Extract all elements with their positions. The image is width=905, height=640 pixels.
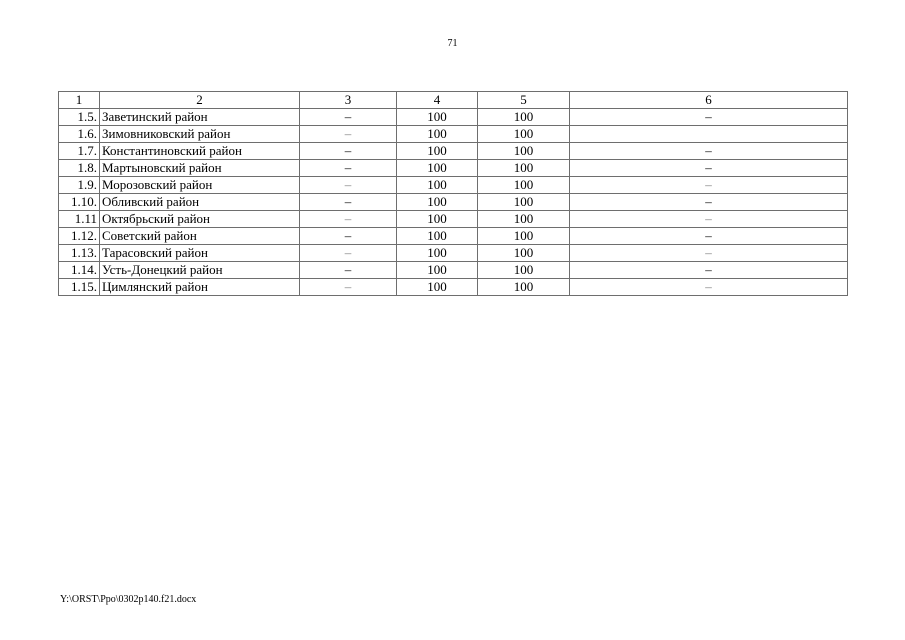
column-header: 4 bbox=[397, 92, 478, 109]
row-number-cell: 1.8. bbox=[59, 160, 100, 177]
column-5-cell: 100 bbox=[478, 279, 570, 296]
district-name-cell: Цимлянский район bbox=[100, 279, 300, 296]
column-6-cell: – bbox=[570, 279, 848, 296]
column-header: 5 bbox=[478, 92, 570, 109]
column-5-cell: 100 bbox=[478, 211, 570, 228]
table-row bbox=[59, 228, 848, 245]
row-number-cell: 1.6. bbox=[59, 126, 100, 143]
column-5-cell: 100 bbox=[478, 109, 570, 126]
column-4-cell: 100 bbox=[397, 279, 478, 296]
column-3-cell: – bbox=[300, 177, 397, 194]
district-name-cell: Мартыновский район bbox=[100, 160, 300, 177]
column-4-cell: 100 bbox=[397, 211, 478, 228]
table-row bbox=[59, 262, 848, 279]
column-5-cell: 100 bbox=[478, 143, 570, 160]
column-3-cell: – bbox=[300, 211, 397, 228]
column-6-cell: – bbox=[570, 262, 848, 279]
column-6-cell: – bbox=[570, 245, 848, 262]
column-5-cell: 100 bbox=[478, 177, 570, 194]
column-3-cell: – bbox=[300, 160, 397, 177]
district-name-cell: Морозовский район bbox=[100, 177, 300, 194]
column-6-cell: – bbox=[570, 211, 848, 228]
column-6-cell: – bbox=[570, 194, 848, 211]
row-number-cell: 1.10. bbox=[59, 194, 100, 211]
column-header: 3 bbox=[300, 92, 397, 109]
row-number-cell: 1.14. bbox=[59, 262, 100, 279]
district-name-cell: Заветинский район bbox=[100, 109, 300, 126]
column-4-cell: 100 bbox=[397, 143, 478, 160]
column-header: 2 bbox=[100, 92, 300, 109]
column-4-cell: 100 bbox=[397, 228, 478, 245]
column-5-cell: 100 bbox=[478, 194, 570, 211]
column-5-cell: 100 bbox=[478, 160, 570, 177]
table-row bbox=[59, 109, 848, 126]
district-name-cell: Тарасовский район bbox=[100, 245, 300, 262]
table-row bbox=[59, 245, 848, 262]
column-3-cell: – bbox=[300, 228, 397, 245]
column-header: 6 bbox=[570, 92, 848, 109]
column-5-cell: 100 bbox=[478, 126, 570, 143]
row-number-cell: 1.12. bbox=[59, 228, 100, 245]
column-4-cell: 100 bbox=[397, 194, 478, 211]
table-row bbox=[59, 177, 848, 194]
row-number-cell: 1.11 bbox=[59, 211, 100, 228]
district-name-cell: Обливский район bbox=[100, 194, 300, 211]
column-5-cell: 100 bbox=[478, 245, 570, 262]
row-number-cell: 1.13. bbox=[59, 245, 100, 262]
column-4-cell: 100 bbox=[397, 177, 478, 194]
column-4-cell: 100 bbox=[397, 126, 478, 143]
row-number-cell: 1.5. bbox=[59, 109, 100, 126]
column-6-cell: – bbox=[570, 109, 848, 126]
table-row bbox=[59, 279, 848, 296]
column-3-cell: – bbox=[300, 109, 397, 126]
column-4-cell: 100 bbox=[397, 109, 478, 126]
column-6-cell: – bbox=[570, 228, 848, 245]
column-4-cell: 100 bbox=[397, 160, 478, 177]
column-4-cell: 100 bbox=[397, 245, 478, 262]
table-row bbox=[59, 143, 848, 160]
column-6-cell: – bbox=[570, 177, 848, 194]
column-3-cell: – bbox=[300, 143, 397, 160]
district-name-cell: Советский район bbox=[100, 228, 300, 245]
column-6-cell: – bbox=[570, 160, 848, 177]
column-4-cell: 100 bbox=[397, 262, 478, 279]
district-name-cell: Константиновский район bbox=[100, 143, 300, 160]
table-row bbox=[59, 211, 848, 228]
column-6-cell: – bbox=[570, 143, 848, 160]
district-name-cell: Октябрьский район bbox=[100, 211, 300, 228]
table-row bbox=[59, 160, 848, 177]
table-body bbox=[59, 92, 848, 296]
column-3-cell: – bbox=[300, 245, 397, 262]
column-5-cell: 100 bbox=[478, 262, 570, 279]
data-table bbox=[58, 91, 848, 296]
column-3-cell: – bbox=[300, 126, 397, 143]
column-header: 1 bbox=[59, 92, 100, 109]
table-row bbox=[59, 126, 848, 143]
column-5-cell: 100 bbox=[478, 228, 570, 245]
row-number-cell: 1.9. bbox=[59, 177, 100, 194]
page-number: 71 bbox=[447, 38, 458, 49]
table-header-row bbox=[59, 92, 848, 109]
column-3-cell: – bbox=[300, 194, 397, 211]
row-number-cell: 1.15. bbox=[59, 279, 100, 296]
table-row bbox=[59, 194, 848, 211]
row-number-cell: 1.7. bbox=[59, 143, 100, 160]
file-path-footer: Y:\ORST\Ppo\0302p140.f21.docx bbox=[60, 594, 197, 605]
district-name-cell: Усть-Донецкий район bbox=[100, 262, 300, 279]
column-6-cell bbox=[570, 126, 848, 143]
column-3-cell: – bbox=[300, 279, 397, 296]
district-name-cell: Зимовниковский район bbox=[100, 126, 300, 143]
column-3-cell: – bbox=[300, 262, 397, 279]
